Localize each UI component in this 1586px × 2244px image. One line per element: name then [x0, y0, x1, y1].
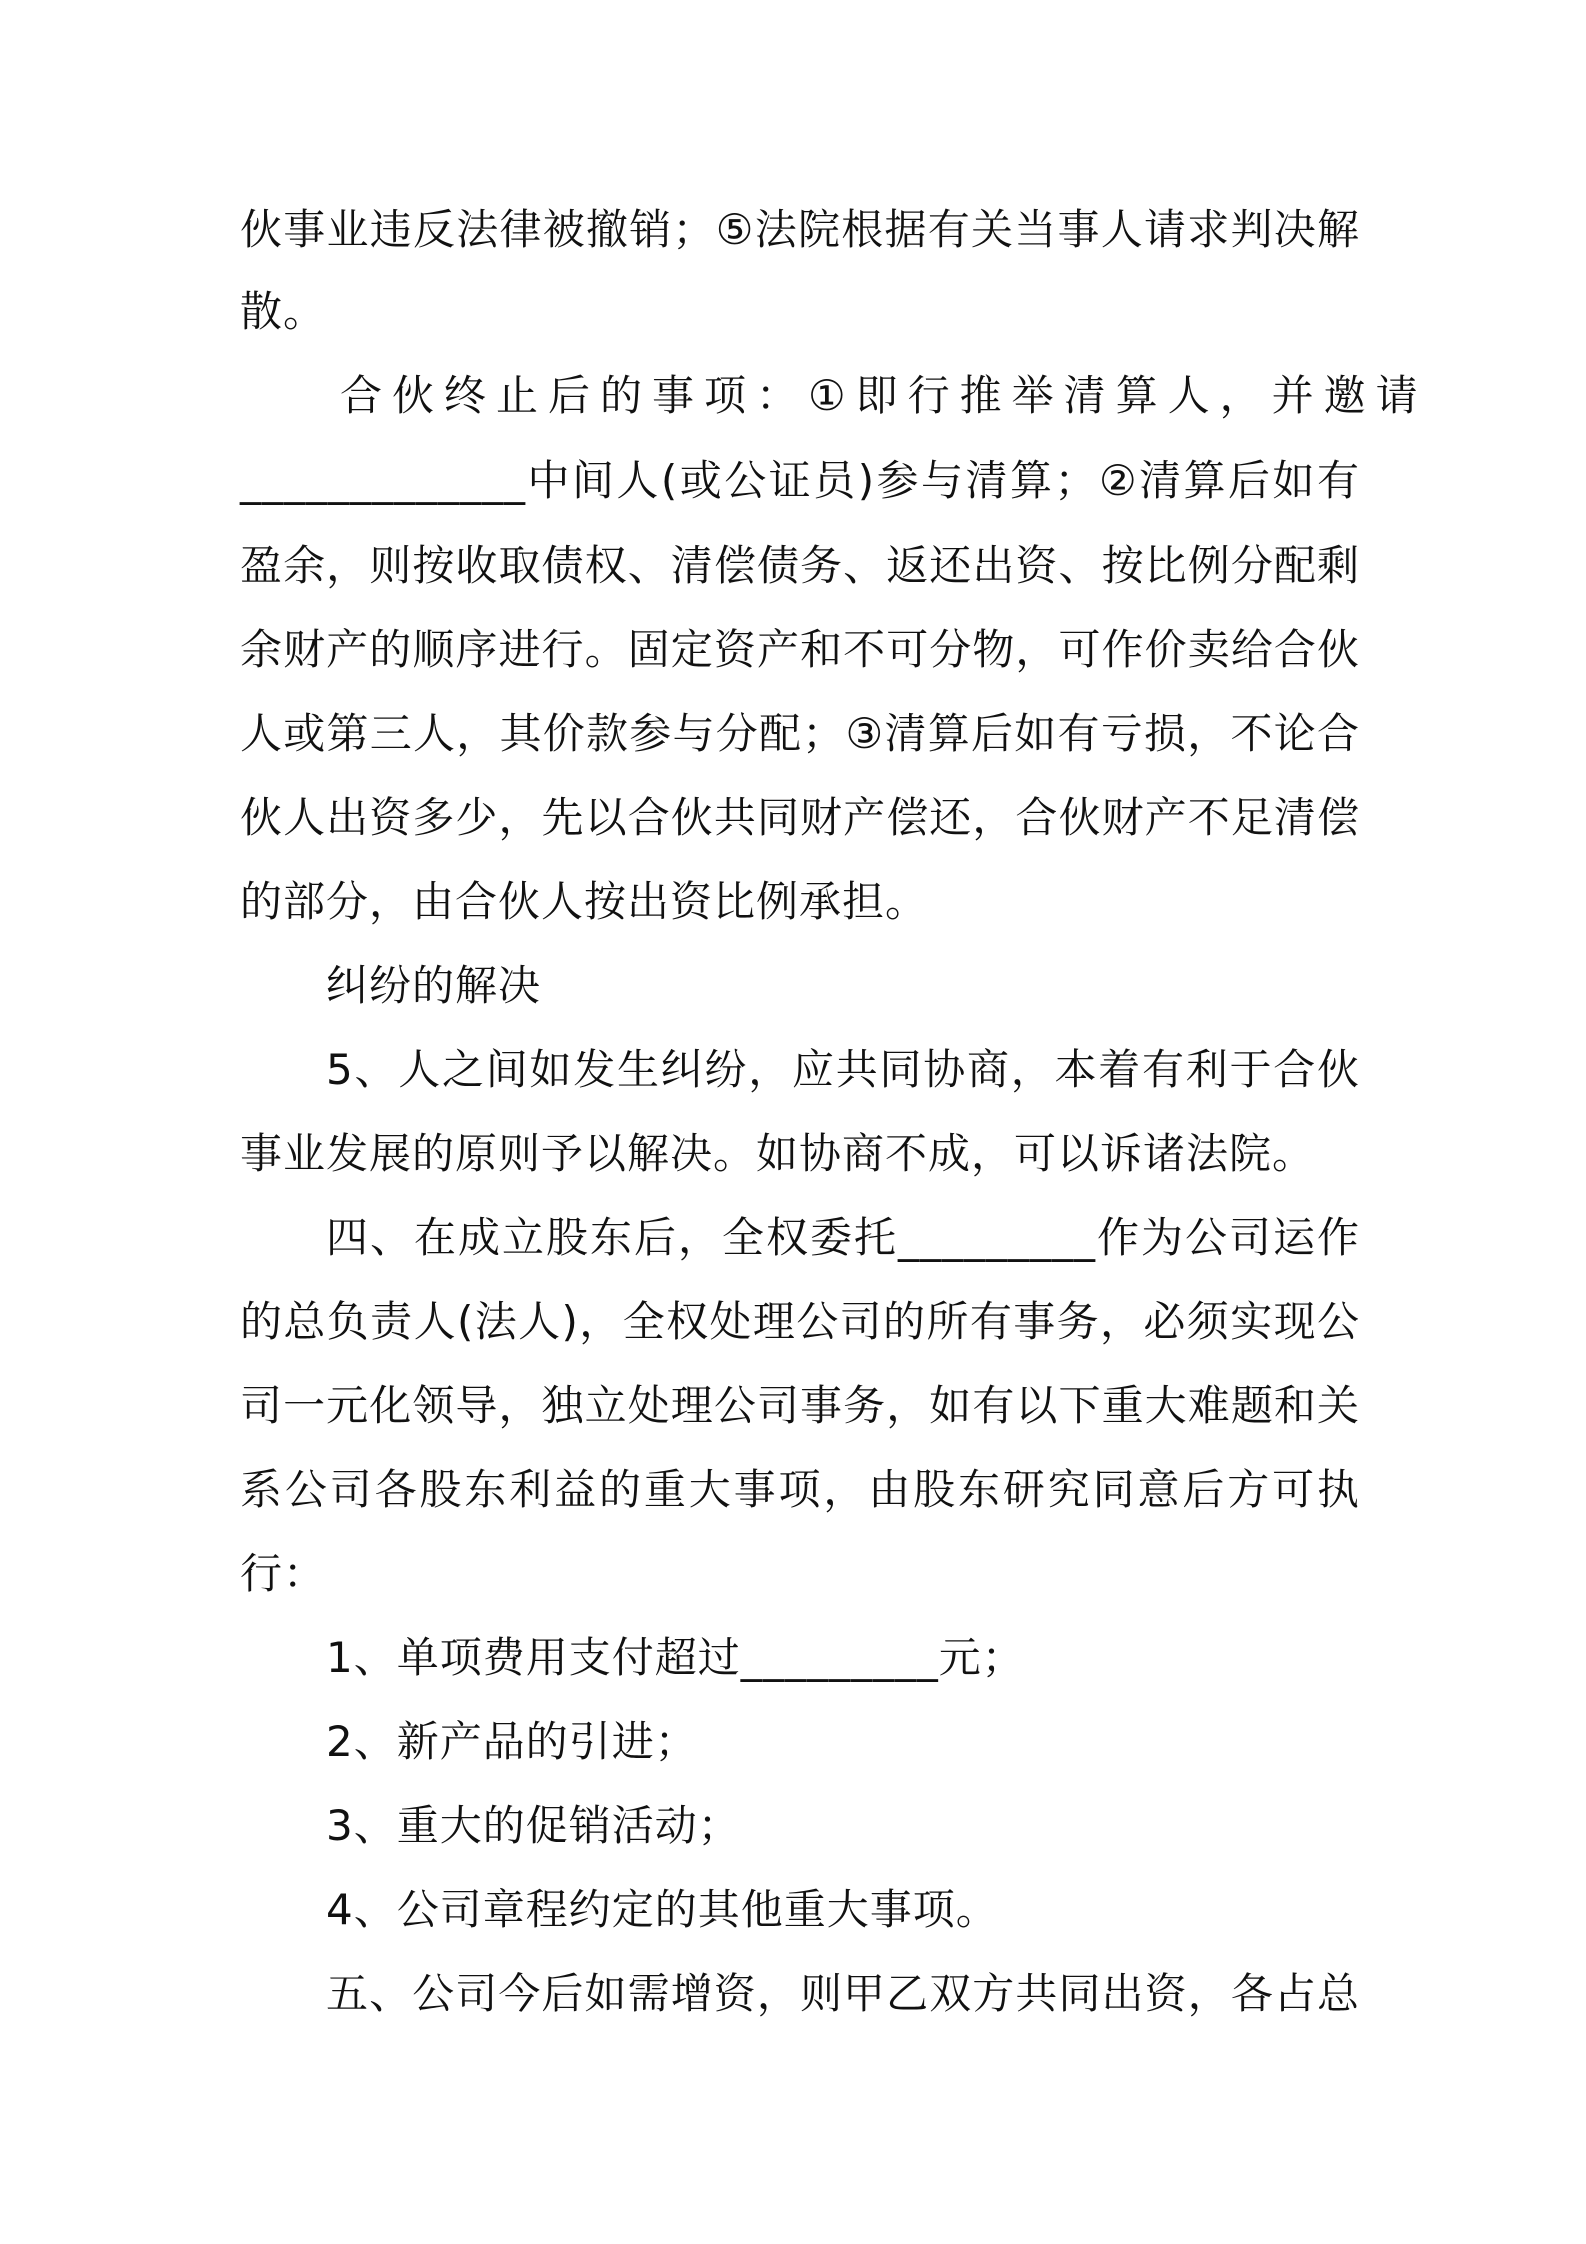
- text-line-16: 系公司各股东利益的重大事项，由股东研究同意后方可执: [240, 1465, 1360, 1514]
- text-line-17: 行：: [240, 1549, 327, 1598]
- text-line-22: 五、公司今后如需增资，则甲乙双方共同出资，各占总: [326, 1969, 1360, 2018]
- text-line-7: 人或第三人，其价款参与分配；③清算后如有亏损，不论合: [240, 709, 1360, 758]
- text-line-1: 伙事业违反法律被撤销；⑤法院根据有关当事人请求判决解: [240, 205, 1360, 254]
- text-line-15: 司一元化领导，独立处理公司事务，如有以下重大难题和关: [240, 1381, 1360, 1430]
- text-line-4: _____________中间人(或公证员)参与清算；②清算后如有: [240, 456, 1360, 505]
- list-item-1: 1、单项费用支付超过_________元；: [326, 1633, 1025, 1682]
- text-line-2: 散。: [240, 287, 327, 336]
- text-line-9: 的部分，由合伙人按出资比例承担。: [240, 877, 929, 926]
- section-heading: 纠纷的解决: [326, 961, 542, 1010]
- text-line-13: 四、在成立股东后，全权委托_________作为公司运作: [326, 1213, 1360, 1262]
- text-line-3: 合伙终止后的事项：①即行推举清算人，并邀请: [340, 371, 1428, 420]
- text-line-14: 的总负责人(法人)，全权处理公司的所有事务，必须实现公: [240, 1297, 1360, 1346]
- text-line-12: 事业发展的原则予以解决。如协商不成，可以诉诸法院。: [240, 1129, 1316, 1178]
- text-line-6: 余财产的顺序进行。固定资产和不可分物，可作价卖给合伙: [240, 625, 1360, 674]
- text-line-11: 5、人之间如发生纠纷，应共同协商，本着有利于合伙: [326, 1045, 1360, 1094]
- text-line-5: 盈余，则按收取债权、清偿债务、返还出资、按比例分配剩: [240, 541, 1360, 590]
- list-item-2: 2、新产品的引进；: [326, 1717, 698, 1766]
- text-line-8: 伙人出资多少，先以合伙共同财产偿还，合伙财产不足清偿: [240, 793, 1360, 842]
- list-item-4: 4、公司章程约定的其他重大事项。: [326, 1885, 999, 1934]
- list-item-3: 3、重大的促销活动；: [326, 1801, 741, 1850]
